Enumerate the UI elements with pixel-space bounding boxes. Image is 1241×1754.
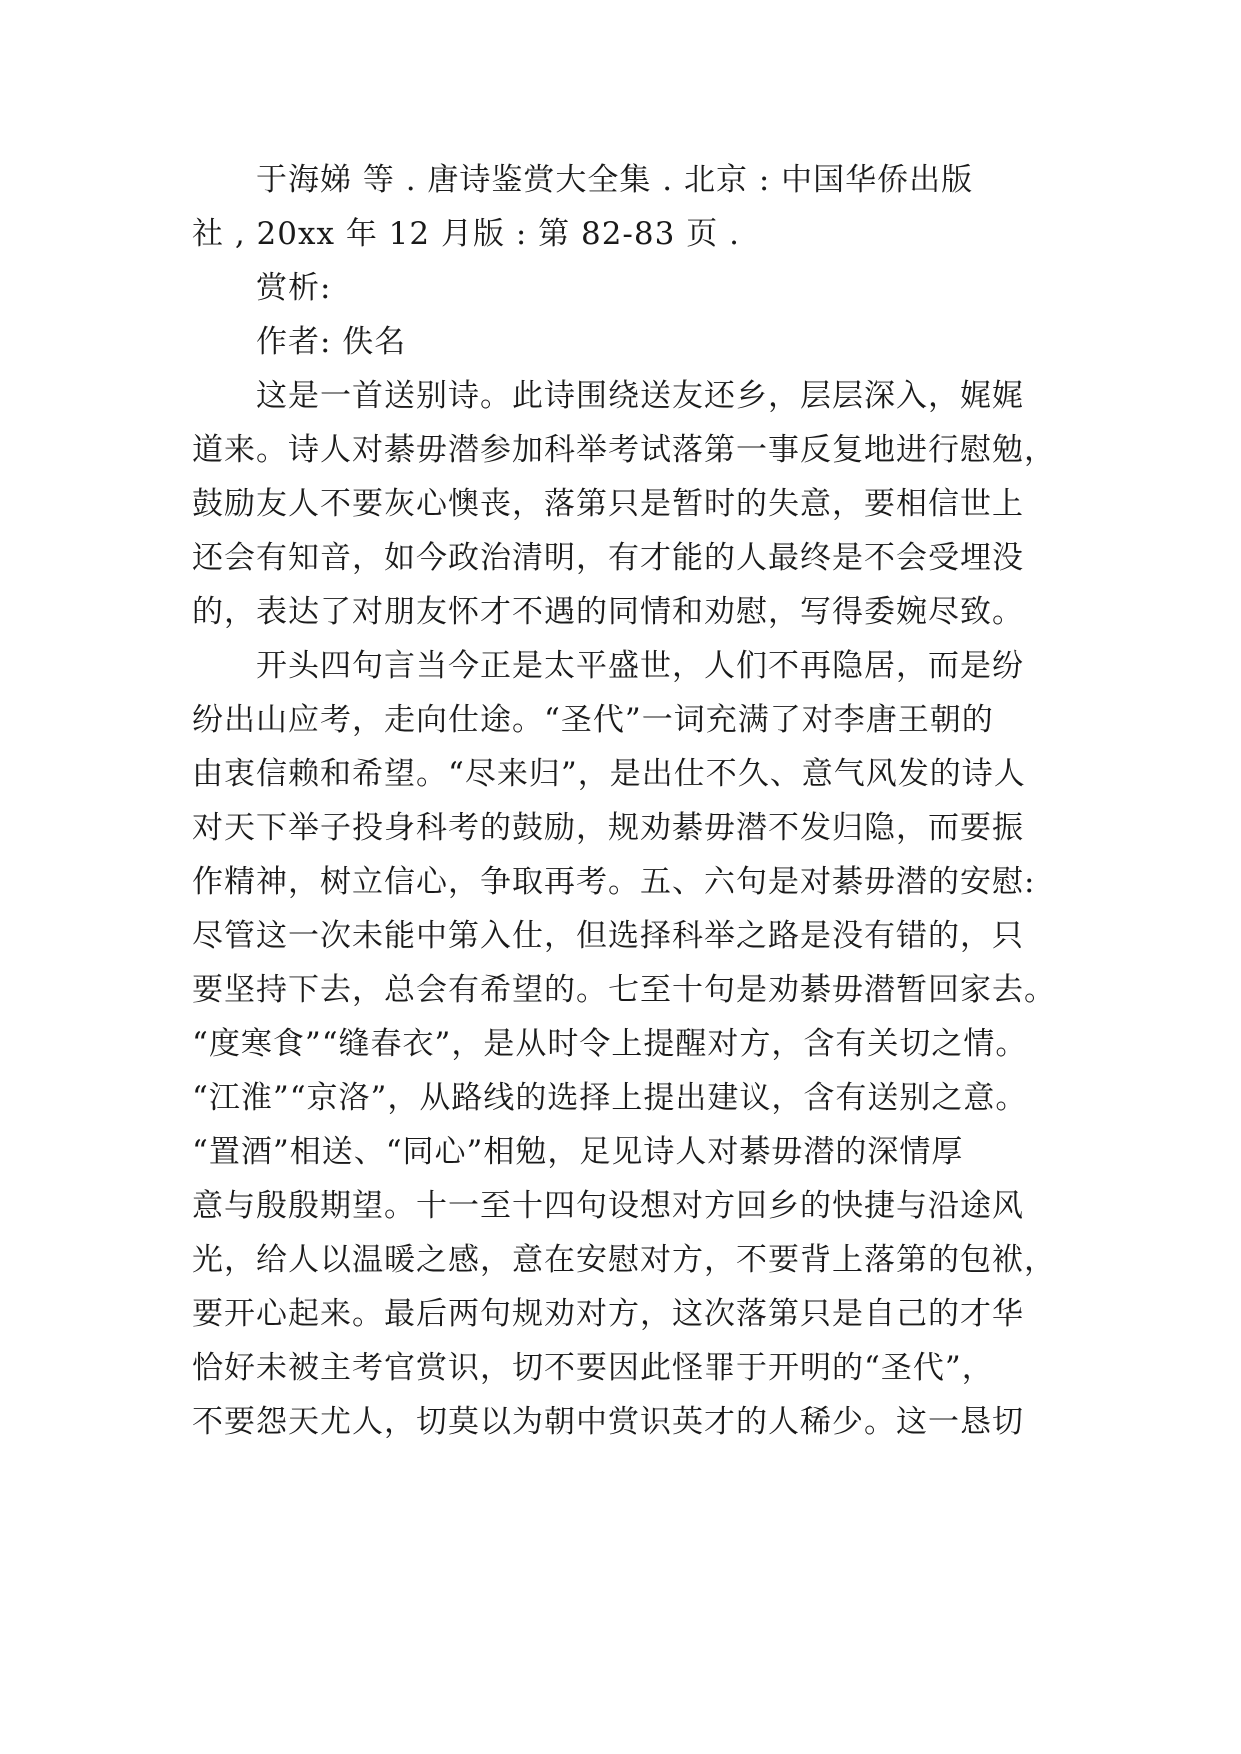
paragraph-line: 不要怨天尤人，切莫以为朝中赏识英才的人稀少。这一恳切 (192, 1404, 1024, 1440)
paragraph-line: 这是一首送别诗。此诗围绕送友还乡，层层深入，娓娓 (256, 378, 1024, 414)
paragraph-line: 对天下举子投身科考的鼓励，规劝綦毋潜不发归隐，而要振 (192, 810, 1024, 846)
paragraph-line: “度寒食”“缝春衣”，是从时令上提醒对方，含有关切之情。 (192, 1026, 1028, 1062)
paragraph-line: 要开心起来。最后两句规劝对方，这次落第只是自己的才华 (192, 1296, 1024, 1332)
paragraph-line: 还会有知音，如今政治清明，有才能的人最终是不会受埋没 (192, 540, 1024, 576)
paragraph-line: 恰好未被主考官赏识，切不要因此怪罪于开明的“圣代”， (192, 1350, 994, 1386)
paragraph-line: 作精神，树立信心，争取再考。五、六句是对綦毋潜的安慰: (192, 864, 1036, 900)
paragraph-line: 要坚持下去，总会有希望的。七至十句是劝綦毋潜暂回家去。 (192, 972, 1056, 1008)
citation-line-2: 社 , 20xx 年 12 月版 : 第 82-83 页 . (192, 216, 740, 252)
paragraph-line: 尽管这一次未能中第入仕，但选择科举之路是没有错的，只 (192, 918, 1024, 954)
paragraph-line: 意与殷殷期望。十一至十四句设想对方回乡的快捷与沿途风 (192, 1188, 1024, 1224)
paragraph-line: 纷出山应考，走向仕途。“圣代”一词充满了对李唐王朝的 (192, 702, 994, 738)
paragraph-line: 由衷信赖和希望。“尽来归”，是出仕不久、意气风发的诗人 (192, 756, 1026, 792)
paragraph-line: “置酒”相送、“同心”相勉，足见诗人对綦毋潜的深情厚 (192, 1134, 964, 1170)
paragraph-line: 鼓励友人不要灰心懊丧，落第只是暂时的失意，要相信世上 (192, 486, 1024, 522)
paragraph-line: 开头四句言当今正是太平盛世，人们不再隐居，而是纷 (256, 648, 1024, 684)
paragraph-line: “江淮”“京洛”，从路线的选择上提出建议，含有送别之意。 (192, 1080, 1028, 1116)
paragraph-line: 光，给人以温暖之感，意在安慰对方，不要背上落第的包袱， (192, 1242, 1056, 1278)
author-line: 作者: 佚名 (256, 324, 407, 360)
citation-line-1: 于海娣 等 . 唐诗鉴赏大全集 . 北京 : 中国华侨出版 (256, 162, 974, 198)
paragraph-line: 道来。诗人对綦毋潜参加科举考试落第一事反复地进行慰勉， (192, 432, 1056, 468)
paragraph-line: 的，表达了对朋友怀才不遇的同情和劝慰，写得委婉尽致。 (192, 594, 1024, 630)
section-heading-analysis: 赏析: (256, 270, 332, 306)
